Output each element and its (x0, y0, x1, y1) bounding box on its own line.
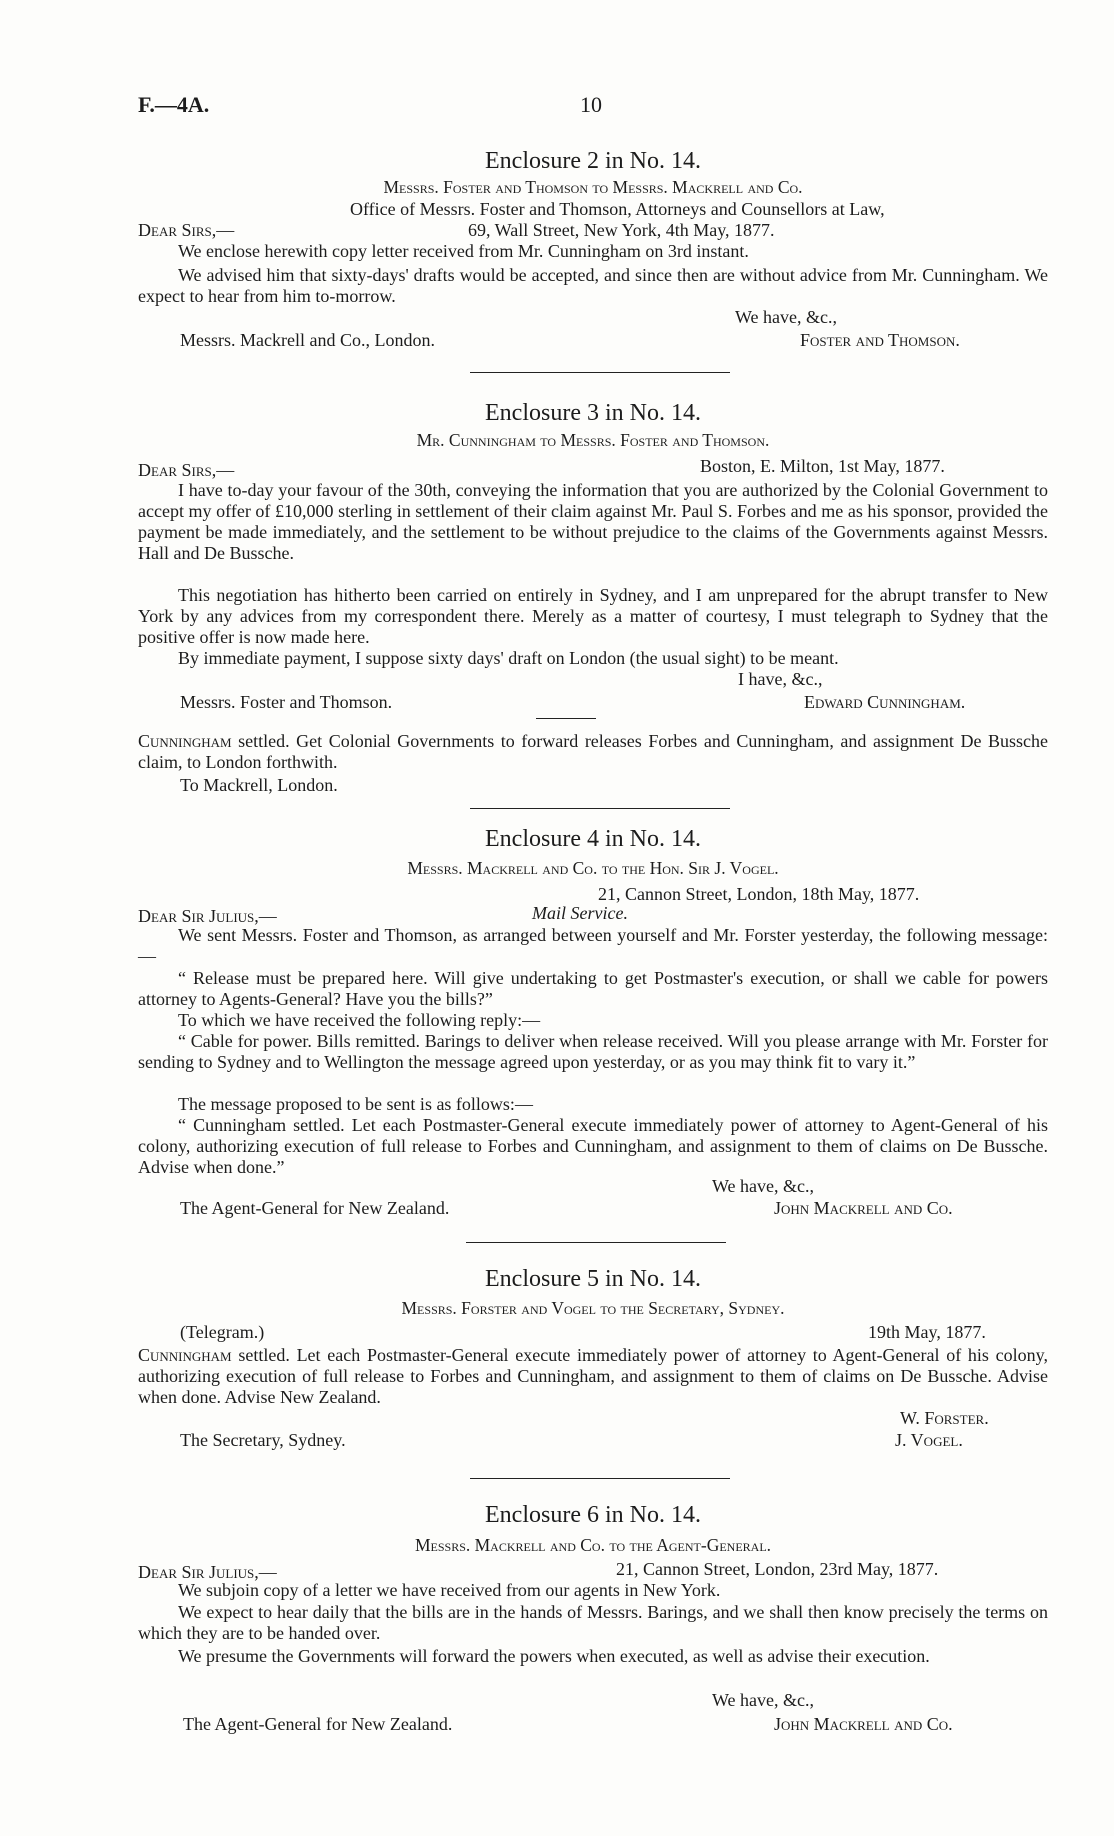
enclosure-3-subtitle: Mr. Cunningham to Messrs. Foster and Thomson. (416, 430, 770, 450)
enclosure-6-paragraph-2: We expect to hear daily that the bills are in the hands of Messrs. Barings, and we shall then know precisely the terms on which they are to be handed over. (138, 1602, 1048, 1643)
enclosure-2-subtitle: Messrs. Foster and Thomson to Messrs. Mackrell and Co. (383, 177, 803, 197)
enclosure-4-paragraph-5: The message proposed to be sent is as follows:— (178, 1094, 533, 1114)
enclosure-5-subtitle: Messrs. Forster and Vogel to the Secretary, Sydney. (401, 1298, 785, 1318)
enclosure-6-closing: We have, &c., (712, 1690, 815, 1710)
enclosure-4-service: Mail Service. (532, 903, 628, 923)
document-reference: F.—4A. (138, 92, 210, 117)
enclosure-3-paragraph-1: I have to-day your favour of the 30th, conveying the information that you are authorized by the Colonial Government to accept my offer of £10,000 sterling in settlement of their claim against Mr. Paul S. Forbes and me as his sponsor, provided the payment be made immediately, and the settlement to be without prejudice to the claims of the Governments against Messrs. Hall and De Bussche. (138, 480, 1048, 563)
enclosure-3-addressee: Messrs. Foster and Thomson. (180, 692, 393, 712)
enclosure-5-telegram-label: (Telegram.) (180, 1322, 265, 1342)
section-divider (470, 372, 730, 373)
enclosure-5-title: Enclosure 5 in No. 14. (485, 1266, 701, 1292)
enclosure-4-signature: John Mackrell and Co. (774, 1198, 953, 1218)
section-divider (470, 808, 730, 809)
enclosure-3-telegram-text: settled. Get Colonial Governments to forward releases Forbes and Cunningham, and assignment De Bussche claim, to London forthwith. (138, 731, 1048, 772)
enclosure-6-subtitle: Messrs. Mackrell and Co. to the Agent-General. (414, 1535, 772, 1555)
enclosure-2-salutation: Dear Sirs,— (138, 220, 235, 240)
enclosure-3-place-date: Boston, E. Milton, 1st May, 1877. (700, 456, 945, 476)
enclosure-2-address-line2: 69, Wall Street, New York, 4th May, 1877. (468, 220, 775, 240)
enclosure-3-telegram-to: To Mackrell, London. (180, 775, 338, 795)
enclosure-6-paragraph-3: We presume the Governments will forward the powers when executed, as well as advise their execution. (178, 1646, 930, 1666)
enclosure-3-title: Enclosure 3 in No. 14. (485, 400, 701, 426)
enclosure-3-signature: Edward Cunningham. (804, 692, 966, 712)
enclosure-2-title: Enclosure 2 in No. 14. (485, 148, 701, 174)
enclosure-6-title: Enclosure 6 in No. 14. (485, 1502, 701, 1528)
enclosure-6-salutation: Dear Sir Julius,— (138, 1562, 277, 1582)
enclosure-4-paragraph-1: We sent Messrs. Foster and Thomson, as arranged between yourself and Mr. Forster yesterday, the following message:— (138, 925, 1048, 966)
enclosure-5-name: Cunningham (138, 1345, 232, 1365)
enclosure-5-signature-forster: W. Forster. (900, 1408, 989, 1428)
enclosure-3-salutation: Dear Sirs,— (138, 460, 235, 480)
enclosure-6-paragraph-1: We subjoin copy of a letter we have received from our agents in New York. (178, 1580, 721, 1600)
enclosure-4-paragraph-2: “ Release must be prepared here. Will give undertaking to get Postmaster's execution, or shall we cable for powers attorney to Agents-General? Have you the bills?” (138, 968, 1048, 1009)
enclosure-2-paragraph-2: We advised him that sixty-days' drafts would be accepted, and since then are without advice from Mr. Cunningham. We expect to hear from him to-morrow. (138, 265, 1048, 306)
enclosure-3-telegram-name: Cunningham (138, 731, 232, 751)
enclosure-6-addressee: The Agent-General for New Zealand. (183, 1714, 453, 1734)
enclosure-2-signature: Foster and Thomson. (800, 330, 960, 350)
enclosure-4-place-date: 21, Cannon Street, London, 18th May, 1877. (598, 884, 920, 904)
enclosure-4-closing: We have, &c., (712, 1176, 815, 1196)
enclosure-4-paragraph-6: “ Cunningham settled. Let each Postmaster-General execute immediately power of attorney to Agent-General of his colony, authorizing execution of full release to Forbes and Cunningham, and assignment to them of claims on De Bussche. Advise when done.” (138, 1115, 1048, 1177)
enclosure-3-closing: I have, &c., (738, 669, 823, 689)
enclosure-2-closing: We have, &c., (735, 307, 838, 327)
enclosure-4-title: Enclosure 4 in No. 14. (485, 826, 701, 852)
enclosure-6-signature: John Mackrell and Co. (774, 1714, 953, 1734)
short-divider (536, 718, 596, 719)
enclosure-3-paragraph-3: By immediate payment, I suppose sixty days' draft on London (the usual sight) to be meant. (178, 648, 839, 668)
enclosure-4-salutation: Dear Sir Julius,— (138, 906, 277, 926)
enclosure-5-signature-vogel: J. Vogel. (895, 1430, 963, 1450)
enclosure-3-telegram (138, 731, 1048, 773)
enclosure-4-paragraph-3: To which we have received the following reply:— (178, 1010, 541, 1030)
section-divider (470, 1478, 730, 1479)
enclosure-3-paragraph-2: This negotiation has hitherto been carried on entirely in Sydney, and I am unprepared for the abrupt transfer to New York by any advices from my correspondent there. Merely as a matter of courtesy, I must telegraph to Sydney that the positive offer is now made here. (138, 585, 1048, 647)
enclosure-4-paragraph-4: “ Cable for power. Bills remitted. Barings to deliver when release received. Will you please arrange with Mr. Forster for sending to Sydney and to Wellington the message agreed upon yesterday, or as you may think fit to vary it.” (138, 1031, 1048, 1072)
enclosure-4-subtitle: Messrs. Mackrell and Co. to the Hon. Sir J. Vogel. (407, 858, 779, 878)
section-divider (466, 1242, 726, 1243)
enclosure-5-message (138, 1345, 1048, 1408)
enclosure-2-addressee: Messrs. Mackrell and Co., London. (180, 330, 435, 350)
enclosure-5-text: settled. Let each Postmaster-General execute immediately power of attorney to Agent-General of his colony, authorizing execution of full release to Forbes and Cunningham, and assignment to them of claims on De Bussche. Advise when done. Advise New Zealand. (138, 1345, 1048, 1407)
enclosure-5-date: 19th May, 1877. (868, 1322, 986, 1342)
enclosure-2-address-line1: Office of Messrs. Foster and Thomson, Attorneys and Counsellors at Law, (350, 199, 885, 219)
enclosure-2-paragraph-1: We enclose herewith copy letter received from Mr. Cunningham on 3rd instant. (178, 241, 749, 261)
page-number: 10 (580, 92, 602, 117)
enclosure-6-place-date: 21, Cannon Street, London, 23rd May, 1877. (616, 1559, 939, 1579)
enclosure-5-addressee: The Secretary, Sydney. (180, 1430, 346, 1450)
enclosure-4-addressee: The Agent-General for New Zealand. (180, 1198, 450, 1218)
